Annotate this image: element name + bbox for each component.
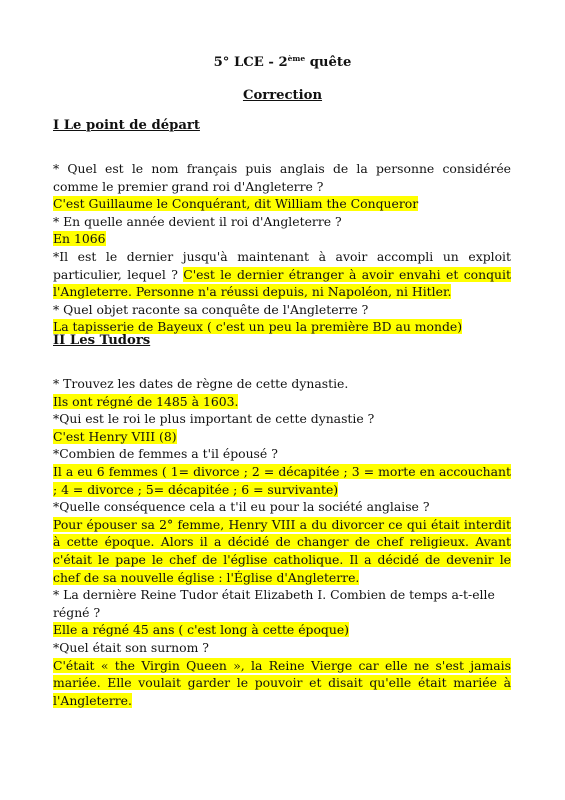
document-subtitle: Correction [242,88,323,103]
question: *Il est le dernier jusqu'à maintenant à avoir accompli un exploit particulier, lequel ? [53,248,511,282]
title-prefix: 5° LCE - 2 [213,55,288,70]
question: * En quelle année devient il roi d'Angleterre ? [53,213,342,229]
answer: Il a eu 6 femmes ( 1= divorce ; 2 = décapitée ; 3 = morte en accouchant ; 4 = divorce ; 5= décapitée ; 6 = survivante) [53,463,511,497]
answer: Ils ont régné de 1485 à 1603. [53,393,239,409]
question: *Qui est le roi le plus important de cette dynastie ? [53,411,375,427]
answer: C'est le dernier étranger à avoir envahi et conquit l'Angleterre. Personne n'a réussi depuis, ni Napoléon, ni Hitler. [53,266,511,300]
answer: Pour épouser sa 2° femme, Henry VIII a du divorcer ce qui était interdit à cette époque. Alors il a décidé de changer de chef religieux. Avant c'était le pape le chef de l'église catholique. Il a décidé de devenir le chef de sa nouvelle église : l'Église d'Angleterre. [53,516,511,585]
section-heading-2: II Les Tudors [53,333,151,348]
question-with-answer [53,248,511,301]
title-suffix: quête [305,55,352,70]
title-superscript: ème [287,54,306,63]
answer: Elle a régné 45 ans ( c'est long à cette époque) [53,622,350,638]
question: *Quel était son surnom ? [53,639,209,655]
section-1-content [53,160,511,336]
question: * Quel objet raconte sa conquête de l'Angleterre ? [53,301,369,317]
answer: C'est Henry VIII (8) [53,428,177,444]
document-title [0,54,565,70]
question: * La dernière Reine Tudor était Elizabeth I. Combien de temps a-t-elle régné ? [53,587,495,620]
answer: En 1066 [53,231,106,247]
question: *Combien de femmes a t'il épousé ? [53,446,278,462]
question: * Trouvez les dates de règne de cette dynastie. [53,376,349,391]
question: * Quel est le nom français puis anglais de la personne considérée comme le premier grand roi d'Angleterre ? [53,161,511,194]
answer: La tapisserie de Bayeux ( c'est un peu la première BD au monde) [53,319,463,335]
answer: C'est Guillaume le Conquérant, dit William the Conqueror [53,196,419,212]
section-2-content [53,375,511,709]
section-heading-1: I Le point de départ [53,118,200,133]
question: *Quelle conséquence cela a t'il eu pour la société anglaise ? [53,499,430,515]
answer: C'était « the Virgin Queen », la Reine Vierge car elle ne s'est jamais mariée. Elle voulait garder le pouvoir et disait qu'elle était mariée à l'Angleterre. [53,657,511,708]
